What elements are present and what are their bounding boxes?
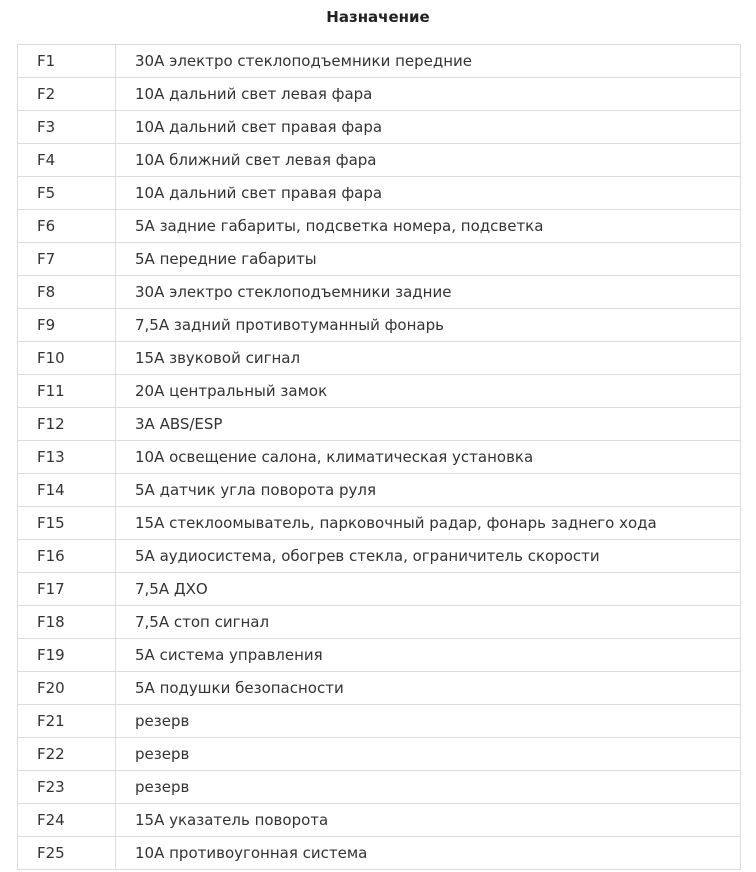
- fuse-code-cell: F19: [18, 639, 116, 672]
- table-header: [0, 0, 756, 34]
- fuse-code-cell: F2: [18, 78, 116, 111]
- fuse-description-cell: 7,5А ДХО: [116, 573, 741, 606]
- table-row: [18, 276, 741, 309]
- fuse-description-cell: 10А дальний свет правая фара: [116, 111, 741, 144]
- fuse-code-cell: F3: [18, 111, 116, 144]
- fuse-code-cell: F7: [18, 243, 116, 276]
- table-row: [18, 441, 741, 474]
- table-row: [18, 672, 741, 705]
- table-row: [18, 45, 741, 78]
- table-row: [18, 474, 741, 507]
- fuse-code-cell: F16: [18, 540, 116, 573]
- fuse-code-cell: F18: [18, 606, 116, 639]
- fuse-code-cell: F22: [18, 738, 116, 771]
- fuse-description-cell: 5А подушки безопасности: [116, 672, 741, 705]
- table-row: [18, 573, 741, 606]
- fuse-code-cell: F1: [18, 45, 116, 78]
- fuse-code-cell: F8: [18, 276, 116, 309]
- fuse-description-cell: резерв: [116, 738, 741, 771]
- fuse-description-cell: 15А стеклоомыватель, парковочный радар, фонарь заднего хода: [116, 507, 741, 540]
- table-row: [18, 177, 741, 210]
- fuse-description-cell: 5А аудиосистема, обогрев стекла, ограничитель скорости: [116, 540, 741, 573]
- fuse-code-cell: F10: [18, 342, 116, 375]
- fuse-description-cell: резерв: [116, 771, 741, 804]
- table-row: [18, 408, 741, 441]
- column-title-assignment: Назначение: [326, 8, 430, 26]
- fuse-description-cell: 15А указатель поворота: [116, 804, 741, 837]
- fuse-code-cell: F6: [18, 210, 116, 243]
- fuse-code-cell: F11: [18, 375, 116, 408]
- table-row: [18, 540, 741, 573]
- fuse-description-cell: 7,5А задний противотуманный фонарь: [116, 309, 741, 342]
- fuse-code-cell: F5: [18, 177, 116, 210]
- table-row: [18, 243, 741, 276]
- fuse-code-cell: F13: [18, 441, 116, 474]
- fuse-table-body: [18, 45, 741, 870]
- fuse-code-cell: F23: [18, 771, 116, 804]
- table-row: [18, 210, 741, 243]
- fuse-code-cell: F17: [18, 573, 116, 606]
- table-row: [18, 144, 741, 177]
- fuse-code-cell: F25: [18, 837, 116, 870]
- fuse-code-cell: F12: [18, 408, 116, 441]
- fuse-code-cell: F21: [18, 705, 116, 738]
- table-row: [18, 705, 741, 738]
- fuse-description-cell: 7,5А стоп сигнал: [116, 606, 741, 639]
- fuse-description-cell: 10А ближний свет левая фара: [116, 144, 741, 177]
- fuse-code-cell: F9: [18, 309, 116, 342]
- fuse-code-cell: F20: [18, 672, 116, 705]
- table-row: [18, 78, 741, 111]
- table-row: [18, 342, 741, 375]
- table-row: [18, 375, 741, 408]
- fuse-description-cell: 5А система управления: [116, 639, 741, 672]
- table-row: [18, 738, 741, 771]
- table-row: [18, 507, 741, 540]
- fuse-code-cell: F14: [18, 474, 116, 507]
- table-row: [18, 639, 741, 672]
- fuse-description-cell: резерв: [116, 705, 741, 738]
- fuse-description-cell: 5А задние габариты, подсветка номера, подсветка: [116, 210, 741, 243]
- fuse-description-cell: 20А центральный замок: [116, 375, 741, 408]
- fuse-code-cell: F4: [18, 144, 116, 177]
- table-row: [18, 804, 741, 837]
- fuse-description-cell: 5А передние габариты: [116, 243, 741, 276]
- fuse-description-cell: 10А освещение салона, климатическая установка: [116, 441, 741, 474]
- table-row: [18, 837, 741, 870]
- fuse-description-cell: 3А ABS/ESP: [116, 408, 741, 441]
- fuse-code-cell: F24: [18, 804, 116, 837]
- fuse-description-cell: 30А электро стеклоподъемники задние: [116, 276, 741, 309]
- fuse-table: [17, 44, 741, 870]
- table-row: [18, 771, 741, 804]
- table-row: [18, 606, 741, 639]
- fuse-description-cell: 10А дальний свет левая фара: [116, 78, 741, 111]
- fuse-description-cell: 10А дальний свет правая фара: [116, 177, 741, 210]
- table-row: [18, 111, 741, 144]
- fuse-description-cell: 10А противоугонная система: [116, 837, 741, 870]
- fuse-description-cell: 15А звуковой сигнал: [116, 342, 741, 375]
- fuse-description-cell: 5А датчик угла поворота руля: [116, 474, 741, 507]
- fuse-code-cell: F15: [18, 507, 116, 540]
- table-row: [18, 309, 741, 342]
- fuse-description-cell: 30А электро стеклоподъемники передние: [116, 45, 741, 78]
